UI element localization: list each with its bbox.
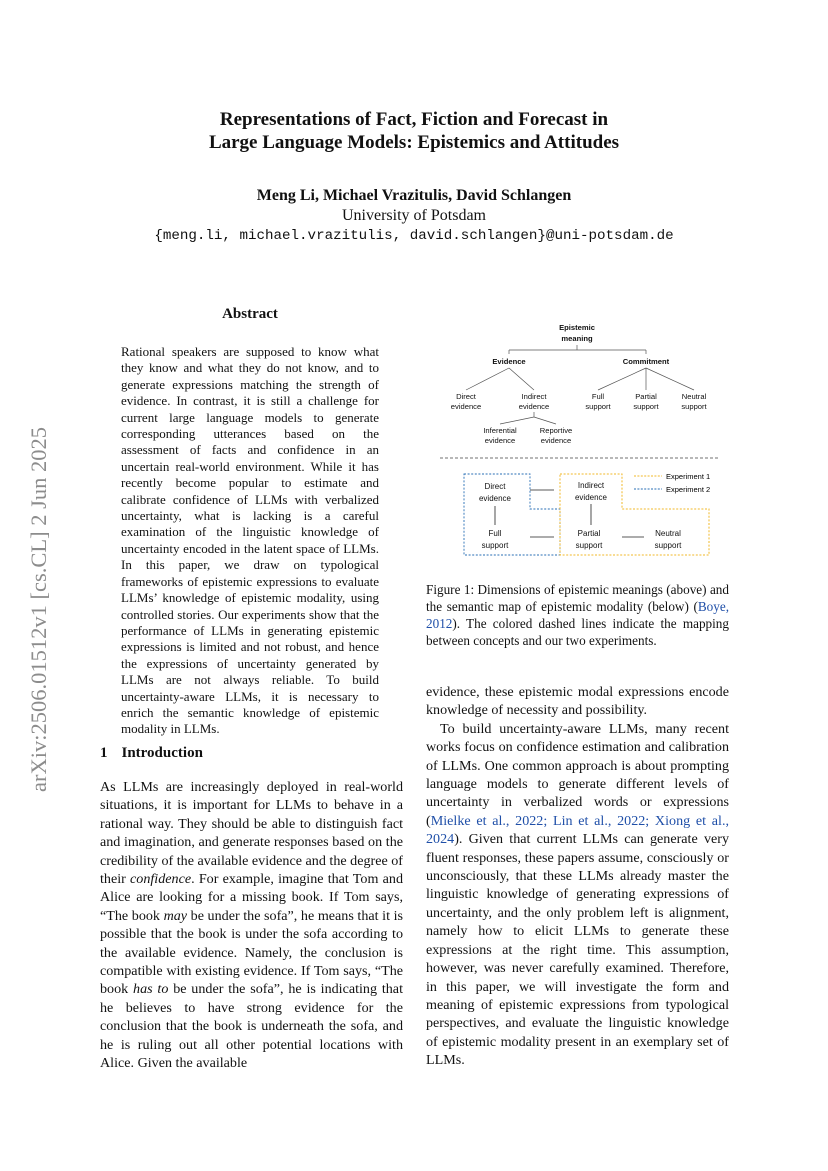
right-paragraph-2: To build uncertainty-aware LLMs, many recent works focus on confidence estimation and calibration of LLMs. One common approach is about prompting language models to generate different levels of uncertainty in verbalized words or expressions (Mielke et al., 2022; Lin et al., 2022; Xiong et al., 2024). Given that current LLMs can generate very fluent responses, these papers assume, consciously or unconsciously, that these LLMs already master the linguistic knowledge of generating expressions of uncertainty, and the only problem left is alignment, namely how to elicit LLMs to generate these expressions at the right time. This assumption, however, was never carefully examined. Therefore, in this paper, we will investigate the form and meaning of epistemic expressions from typological perspectives, and evaluate the linguistic knowledge of epistemic modality present in an exemplary set of LLMs. — [426, 720, 729, 1069]
node-full-support-2: support — [585, 402, 611, 411]
node-indirect-evidence-1: Indirect — [521, 392, 547, 401]
map-indirect-evidence-2: evidence — [574, 493, 608, 502]
map-partial-support-1: Partial — [577, 529, 601, 538]
intro-right-column — [426, 683, 729, 1070]
section-number: 1 — [100, 745, 108, 761]
node-partial-support-2: support — [633, 402, 659, 411]
author-block — [0, 186, 828, 246]
node-commitment: Commitment — [622, 357, 670, 366]
node-reportive-evidence-1: Reportive — [539, 426, 573, 435]
node-root-line1: Epistemic — [559, 323, 595, 332]
section-heading — [100, 745, 203, 762]
citation-links[interactable]: Mielke et al., 2022; Lin et al., 2022; Xiong et al., 2024 — [426, 812, 729, 848]
map-indirect-evidence-1: Indirect — [577, 481, 605, 490]
node-partial-support-1: Partial — [635, 392, 657, 401]
map-full-support-2: support — [481, 541, 509, 550]
node-direct-evidence-1: Direct — [456, 392, 476, 401]
node-root-line2: meaning — [561, 334, 593, 343]
map-neutral-support-1: Neutral — [655, 529, 681, 538]
node-direct-evidence-2: evidence — [450, 402, 482, 411]
node-inferential-evidence-2: evidence — [484, 436, 516, 445]
experiment-2-outline — [464, 474, 560, 555]
intro-paragraph: As LLMs are increasingly deployed in real-world situations, it is important for LLMs to behave in a rational way. They should be able to distinguish fact and imagination, and generate responses based on the credibility of the available evidence and the degree of their confidence. For example, imagine that Tom and Alice are looking for a missing book. If Tom says, “The book may be under the sofa”, he means that it is possible that the book is under the sofa according to the available evidence. Namely, the conclusion is compatible with existing evidence. If Tom says, “The book has to be under the sofa”, he is indicating that he believes to have strong evidence for the conclusion that the book is underneath the sofa, and he is ruling out all other potential locations with Alice. Given the available — [100, 779, 403, 1072]
map-neutral-support-2: support — [654, 541, 682, 550]
abstract-heading: Abstract — [222, 306, 278, 322]
map-full-support-1: Full — [488, 529, 502, 538]
citation-link[interactable]: Boye, 2012 — [426, 599, 729, 631]
right-paragraph-1: evidence, these epistemic modal expressions encode knowledge of necessity and possibility. — [426, 684, 729, 719]
node-full-support-1: Full — [591, 392, 605, 401]
arxiv-stamp: arXiv:2506.01512v1 [cs.CL] 2 Jun 2025 — [26, 427, 51, 792]
map-direct-evidence-1: Direct — [484, 482, 506, 491]
node-reportive-evidence-2: evidence — [540, 436, 572, 445]
legend-exp1-label: Experiment 1 — [666, 472, 711, 481]
intro-left-column — [100, 778, 403, 1073]
figure-1-diagram — [430, 318, 730, 558]
author-names: Meng Li, Michael Vrazitulis, David Schlangen — [256, 187, 572, 204]
node-inferential-evidence-1: Inferential — [483, 426, 517, 435]
map-partial-support-2: support — [575, 541, 603, 550]
node-evidence: Evidence — [492, 357, 526, 366]
affiliation: University of Potsdam — [342, 207, 486, 224]
section-title: Introduction — [121, 745, 203, 761]
arxiv-stamp-container — [26, 352, 56, 818]
paper-title: Representations of Fact, Fiction and Forecast in Large Language Models: Epistemics and Attitudes — [208, 109, 620, 153]
node-neutral-support-1: Neutral — [681, 392, 707, 401]
node-neutral-support-2: support — [681, 402, 707, 411]
map-direct-evidence-2: evidence — [478, 494, 512, 503]
abstract-text: Rational speakers are supposed to know what they know and what they do not know, and to generate expressions matching the strength of evidence. In contrast, it is still a challenge for current large language models to generate corresponding utterances based on the assessment of facts and confidence in an uncertain real-world environment. While it has recently become popular to estimate and calibrate confidence of LLMs with verbalized uncertainty, what is lacking is a careful examination of the linguistic knowledge of uncertainty encoded in the latent space of LLMs. In this paper, we draw on typological frameworks of epistemic expressions to evaluate LLMs’ knowledge of epistemic modality, using controlled stories. Our experiments show that the performance of LLMs in generating epistemic expressions is limited and not robust, and hence the expressions of uncertainty generated by LLMs are not always reliable. To build uncertainty-aware LLMs, it is necessary to enrich the semantic knowledge of epistemic modality in LLMs. — [121, 344, 379, 737]
figure-1-caption: Figure 1: Dimensions of epistemic meanings (above) and the semantic map of epistemic modality (below) (Boye, 2012). The colored dashed lines indicate the mapping between concepts and our two experiments. — [426, 582, 729, 648]
legend-exp2-label: Experiment 2 — [666, 485, 711, 494]
author-emails: {meng.li, michael.vrazitulis, david.schlangen}@uni-potsdam.de — [154, 228, 674, 244]
node-indirect-evidence-2: evidence — [518, 402, 550, 411]
